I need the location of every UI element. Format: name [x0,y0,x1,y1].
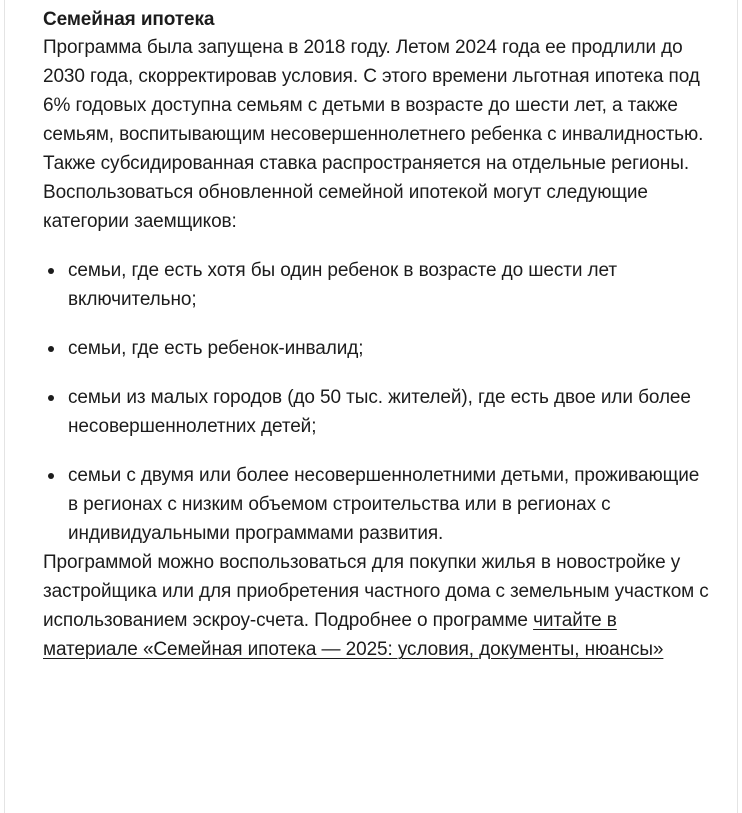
bullet-icon [48,268,54,274]
bullet-icon [48,346,54,352]
list-item-text: семьи, где есть хотя бы один ребенок в возрасте до шести лет включительно; [68,260,617,310]
list-item-text: семьи, где есть ребенок-инвалид; [68,338,364,359]
list-item-text: семьи с двумя или более несовершеннолетними детьми, проживающие в регионах с низким объемом строительства или в регионах с индивидуальными программами развития. [68,465,700,544]
paragraph-borrower-categories: Воспользоваться обновленной семейной ипотекой могут следующие категории заемщиков: [43,182,648,232]
borrower-categories-list [43,256,713,548]
paragraph-program-history: Программа была запущена в 2018 году. Летом 2024 года ее продлили до 2030 года, скорректировав условия. С этого времени льготная ипотека под 6% годовых доступна семьям с детьми в возрасте до шести лет, а также семьям, воспитывающим несовершеннолетнего ребенка с инвалидностью. Также субсидированная ставка распространяется на отдельные регионы. [43,37,704,174]
paragraph-usage-text: Программой можно воспользоваться для покупки жилья в новостройке у застройщика или для приобретения частного дома с земельным участком с использованием эскроу-счета. Подробнее о программе [43,552,709,631]
section-title: Семейная ипотека [43,9,215,30]
related-article-link[interactable]: читайте в материале «Семейная ипотека — 2025: условия, документы, нюансы» [43,610,664,660]
article-content [43,7,713,664]
bullet-icon [48,473,54,479]
article-page [4,0,738,813]
list-item-text: семьи из малых городов (до 50 тыс. жителей), где есть двое или более несовершеннолетних детей; [68,387,691,437]
bullet-icon [48,395,54,401]
paragraph-usage [43,548,713,664]
list-item [43,256,713,314]
list-item [43,334,713,363]
list-item [43,383,713,441]
list-item [43,461,713,548]
